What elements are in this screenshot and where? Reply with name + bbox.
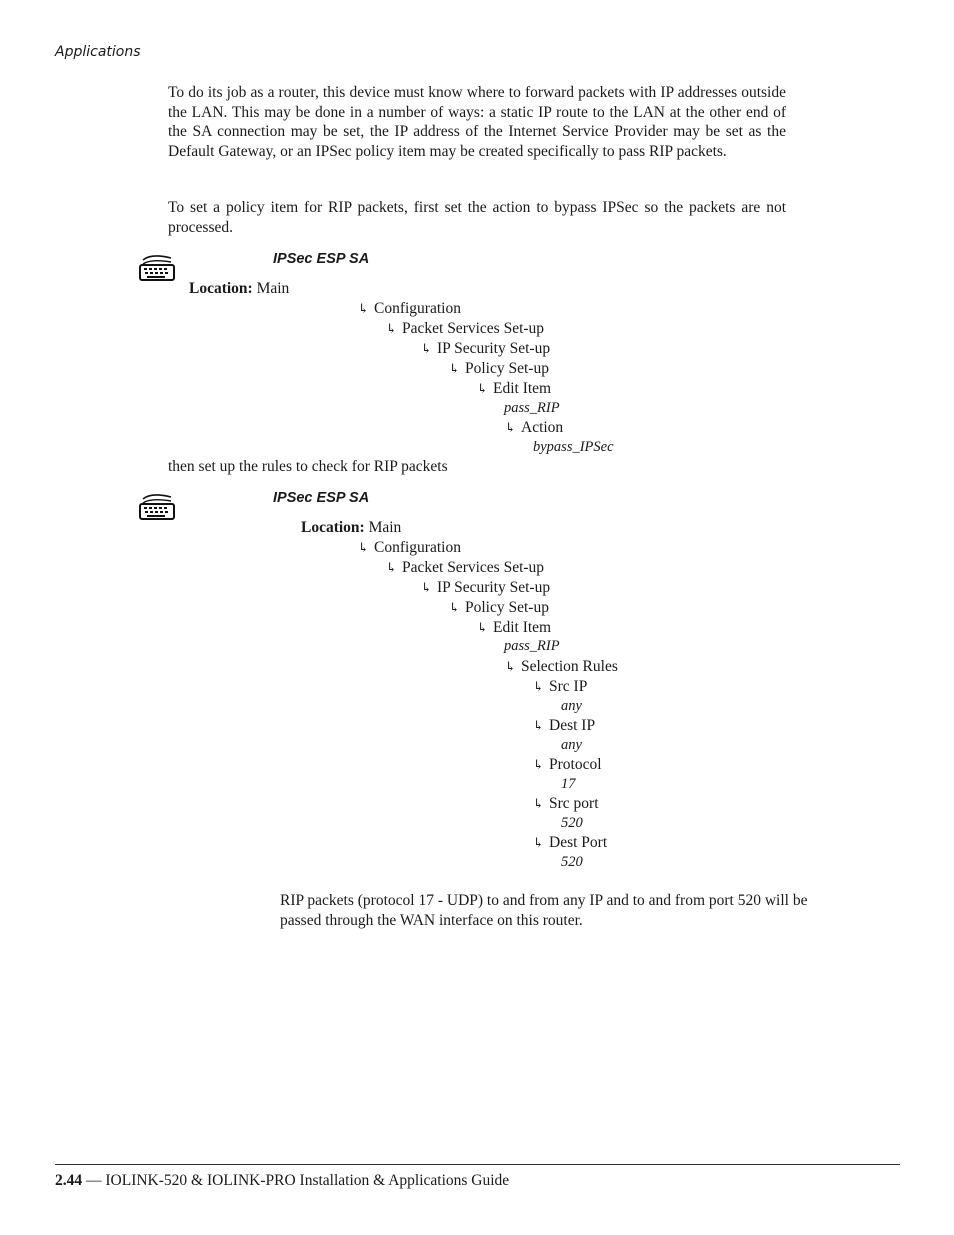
submenu-arrow-icon: ↳ — [449, 361, 460, 376]
location-value: Main — [368, 519, 402, 536]
intro-paragraph-1: To do its job as a router, this device must know where to forward packets with IP addresses outside the LAN. This may be done in a number of ways: a static IP route to the LAN at the other end of the SA connection may be set, the IP address of the Internet Service Provider may be set as the Default Gateway, or an IPSec policy item may be created specifically to pass RIP packets. — [168, 84, 786, 160]
location-line-1 — [189, 280, 289, 298]
footer-title: — IOLINK-520 & IOLINK-PRO Installation & Applications Guide — [82, 1172, 510, 1189]
rule-dest-ip: ↳ Dest IP — [533, 717, 596, 734]
rule-value: any — [561, 698, 582, 714]
location-value: Main — [256, 280, 290, 297]
menu-step-selection-rules: ↳ Selection Rules — [505, 658, 618, 675]
menu-step-packet-services: ↳ Packet Services Set-up — [386, 559, 545, 576]
submenu-arrow-icon: ↳ — [533, 679, 544, 694]
location-label: Location: — [189, 280, 253, 297]
running-header: Applications — [55, 44, 141, 60]
section-title-2: IPSec ESP SA — [273, 490, 370, 506]
submenu-arrow-icon: ↳ — [533, 718, 544, 733]
menu-step-policy-setup: ↳ Policy Set-up — [449, 599, 549, 616]
rule-src-ip: ↳ Src IP — [533, 678, 588, 695]
rule-dest-port: ↳ Dest Port — [533, 834, 608, 851]
menu-step-edit-item: ↳ Edit Item — [477, 380, 552, 397]
location-line-2 — [301, 519, 401, 537]
submenu-arrow-icon: ↳ — [421, 341, 432, 356]
menu-step-configuration: ↳ Configuration — [358, 539, 461, 556]
submenu-arrow-icon: ↳ — [358, 540, 369, 555]
page-number: 2.44 — [55, 1172, 83, 1189]
intro-paragraph-2: To set a policy item for RIP packets, first set the action to bypass IPSec so the packets are not processed. — [168, 199, 786, 236]
submenu-arrow-icon: ↳ — [533, 835, 544, 850]
action-value: bypass_IPSec — [533, 439, 614, 455]
menu-step-action: ↳ Action — [505, 419, 564, 436]
page-footer — [55, 1172, 509, 1190]
location-label: Location: — [301, 519, 365, 536]
menu-step-ip-security: ↳ IP Security Set-up — [421, 340, 551, 357]
submenu-arrow-icon: ↳ — [358, 301, 369, 316]
submenu-arrow-icon: ↳ — [477, 620, 488, 635]
rule-protocol: ↳ Protocol — [533, 756, 602, 773]
menu-step-packet-services: ↳ Packet Services Set-up — [386, 320, 545, 337]
submenu-arrow-icon: ↳ — [477, 381, 488, 396]
submenu-arrow-icon: ↳ — [386, 321, 397, 336]
item-value: pass_RIP — [504, 400, 560, 416]
submenu-arrow-icon: ↳ — [533, 757, 544, 772]
menu-step-policy-setup: ↳ Policy Set-up — [449, 360, 549, 377]
submenu-arrow-icon: ↳ — [449, 600, 460, 615]
between-text: then set up the rules to check for RIP packets — [168, 458, 448, 475]
menu-step-ip-security: ↳ IP Security Set-up — [421, 579, 551, 596]
menu-step-configuration: ↳ Configuration — [358, 300, 461, 317]
rule-value: 17 — [561, 776, 576, 792]
closing-paragraph: RIP packets (protocol 17 - UDP) to and from any IP and to and from port 520 will be passed through the WAN interface on this router. — [280, 892, 808, 929]
submenu-arrow-icon: ↳ — [505, 659, 516, 674]
keyboard-icon — [137, 492, 177, 522]
rule-value: 520 — [561, 854, 583, 870]
rule-value: 520 — [561, 815, 583, 831]
footer-divider — [55, 1164, 900, 1165]
submenu-arrow-icon: ↳ — [386, 560, 397, 575]
item-value: pass_RIP — [504, 638, 560, 654]
submenu-arrow-icon: ↳ — [421, 580, 432, 595]
menu-step-edit-item: ↳ Edit Item — [477, 619, 552, 636]
rule-src-port: ↳ Src port — [533, 795, 599, 812]
section-title-1: IPSec ESP SA — [273, 251, 370, 267]
submenu-arrow-icon: ↳ — [533, 796, 544, 811]
rule-value: any — [561, 737, 582, 753]
submenu-arrow-icon: ↳ — [505, 420, 516, 435]
keyboard-icon — [137, 253, 177, 283]
